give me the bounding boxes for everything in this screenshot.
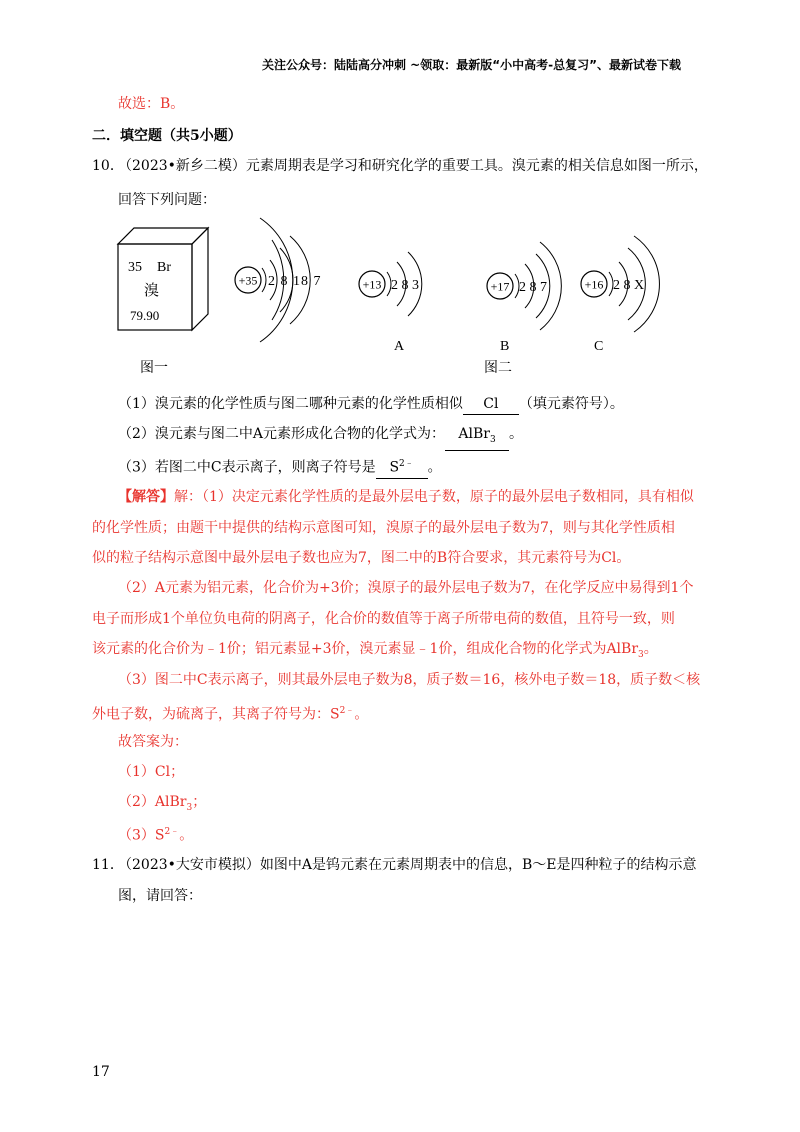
q10-stem-line2: 回答下列问题：	[118, 192, 216, 208]
q10-stem-line1: （2023•新乡二模）元素周期表是学习和研究化学的重要工具。溴元素的相关信息如图一所示，	[118, 158, 708, 174]
final-answer-3	[118, 822, 193, 846]
q10-sub2-answer-subscript: 3	[489, 434, 496, 445]
element-symbol: Br	[157, 260, 171, 275]
q10-sub1-suffix: （填元素符号）。	[518, 396, 624, 412]
solution-text6-end: 。	[643, 641, 658, 657]
page-header: 关注公众号：陆陆高分冲刺 ~领取：最新版“小中高考-总复习”、最新试卷下载	[262, 58, 681, 72]
atom-a-nucleus: +13	[362, 277, 382, 292]
atom-b-shells: 2 8 7	[519, 280, 547, 295]
solution-line4: （2）A元素为铝元素，化合价为+3价；溴原子的最外层电子数为7，在化学反应中易得到1个	[118, 580, 694, 596]
solution-line1	[118, 487, 694, 507]
final-answer-title: 故答案为：	[118, 734, 188, 750]
final-answer-3-end: 。	[179, 827, 194, 844]
atom-a-diagram	[359, 252, 422, 354]
q11-stem-line1: （2023•大安市模拟）如图中A是钨元素在元素周期表中的信息，B～E是四种粒子的结构示意	[118, 857, 697, 873]
element-box-br	[118, 228, 208, 330]
fig1-label: 图一	[140, 361, 168, 376]
element-number: 35	[128, 260, 142, 275]
solution-line7: （3）图二中C表示离子，则其最外层电子数为8，质子数＝16，核外电子数＝18，质子数＜核	[118, 672, 701, 688]
fig2-label: 图二	[484, 361, 512, 376]
solution-text8-end: 。	[354, 706, 369, 723]
q10-sub2	[118, 424, 523, 451]
solution-text6-subscript: 3	[638, 649, 644, 660]
q10-sub1-text: （1）溴元素的化学性质与图二哪种元素的化学性质相似	[118, 396, 463, 412]
solution-tag: 【解答】	[118, 489, 174, 505]
atom-b-nucleus: +17	[490, 279, 510, 294]
final-answer-3-symbol: （3）S	[118, 827, 165, 844]
solution-text6: 该元素的化合价为﹣1价；铝元素显+3价，溴元素显﹣1价，组成化合物的化学式为AlBr	[92, 641, 639, 657]
q10-sub2-text: （2）溴元素与图二中A元素形成化合物的化学式为：	[118, 426, 446, 442]
q10-sub2-answer-formula: AlBr	[458, 426, 490, 442]
q10-sub3-answer-charge: 2﹣	[399, 459, 414, 469]
q10-sub3	[118, 454, 442, 479]
final-answer-1: （1）Cl；	[118, 764, 185, 780]
final-answer-2-subscript: 3	[186, 802, 193, 813]
solution-text8: 外电子数，为硫离子，其离子符号为：S	[92, 706, 340, 723]
q10-sub1-answer: Cl	[463, 394, 519, 415]
q10-number: 10．	[92, 158, 124, 174]
atom-c-nucleus: +16	[584, 277, 604, 292]
solution-line2: 的化学性质；由题干中提供的结构示意图可知，溴原子的最外层电子数为7，则与其化学性质相	[92, 520, 675, 536]
element-mass: 79.90	[130, 308, 160, 323]
br-atom-diagram	[235, 218, 322, 342]
atom-a-label: A	[394, 339, 405, 354]
q10-figure	[100, 212, 700, 382]
prev-answer: 故选：B。	[118, 96, 185, 112]
q11-stem-line2: 图，请回答：	[118, 888, 202, 904]
q10-sub3-answer	[376, 454, 428, 479]
atom-b-label: B	[500, 339, 510, 354]
element-name: 溴	[144, 283, 160, 299]
solution-text8-charge: 2﹣	[339, 706, 355, 716]
final-answer-2-formula: （2）AlBr	[118, 794, 187, 810]
q10-sub1	[118, 394, 624, 415]
br-shells: 2 8 18 7	[268, 274, 322, 289]
br-nucleus: +35	[238, 273, 258, 288]
q10-sub2-answer	[445, 424, 509, 451]
q10-sub2-suffix: 。	[509, 426, 524, 442]
q11-number: 11．	[92, 857, 124, 873]
atom-b-diagram	[487, 242, 561, 354]
q10-sub3-text: （3）若图二中C表示离子，则离子符号是	[118, 459, 376, 476]
solution-line5: 电子而形成1个单位负电荷的阴离子，化合价的数值等于离子所带电荷的数值，且符号一致，则	[92, 611, 675, 627]
atom-a-shells: 2 8 3	[391, 278, 419, 293]
atom-c-diagram	[581, 236, 659, 354]
atom-c-label: C	[594, 339, 604, 354]
page-number: 17	[92, 1064, 110, 1080]
solution-line8	[92, 701, 368, 725]
atom-c-shells: 2 8 X	[613, 278, 645, 293]
solution-text1: 解：（1）决定元素化学性质的是最外层电子数，原子的最外层电子数相同，具有相似	[174, 489, 694, 505]
final-answer-3-charge: 2﹣	[164, 827, 180, 837]
section-title: 二．填空题（共5小题）	[92, 128, 242, 144]
q10-sub3-answer-symbol: S	[389, 459, 400, 476]
q10-sub3-suffix: 。	[427, 459, 442, 476]
solution-line6	[92, 639, 658, 665]
final-answer-2-end: ；	[192, 794, 207, 810]
final-answer-2	[118, 792, 206, 818]
solution-line3: 似的粒子结构示意图中最外层电子数也应为7，图二中的B符合要求，其元素符号为Cl。	[92, 550, 631, 566]
